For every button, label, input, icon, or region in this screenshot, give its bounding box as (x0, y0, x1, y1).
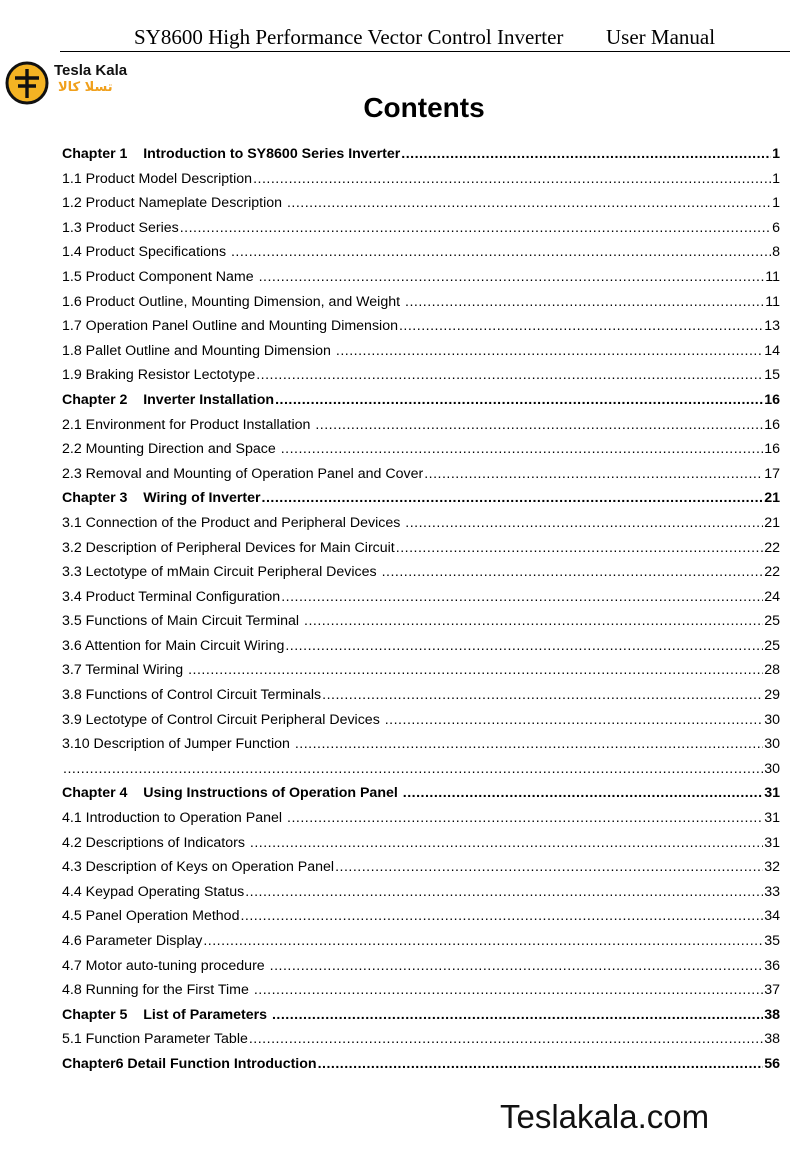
toc-dot-leader (275, 392, 763, 408)
toc-entry[interactable] (62, 933, 780, 958)
toc-entry[interactable] (62, 638, 780, 663)
toc-entry-label: 2.1 Environment for Product Installation (62, 416, 315, 433)
toc-entry-label: 4.6 Parameter Display (62, 933, 203, 949)
toc-entry[interactable] (62, 761, 780, 786)
toc-entry-label: 4.2 Descriptions of Indicators (62, 834, 249, 851)
toc-page-number: 28 (764, 662, 780, 679)
toc-dot-leader (424, 466, 763, 482)
toc-entry[interactable] (62, 318, 780, 343)
toc-chapter-entry[interactable] (62, 490, 780, 515)
toc-dot-leader (385, 712, 763, 728)
logo-arabic-wordmark: تسلا كالا (58, 80, 113, 95)
toc-entry-label: 4.4 Keypad Operating Status (62, 883, 245, 900)
toc-dot-leader (335, 859, 763, 875)
toc-page-number: 30 (764, 760, 780, 777)
toc-dot-leader (399, 318, 763, 334)
toc-entry-label: 4.7 Motor auto-tuning procedure (62, 957, 269, 974)
toc-entry[interactable] (62, 244, 780, 269)
toc-entry-label: 1.2 Product Nameplate Description (62, 195, 286, 212)
toc-chapter-entry[interactable] (62, 1007, 780, 1032)
toc-page-number: 25 (764, 637, 780, 654)
toc-dot-leader (270, 958, 764, 974)
toc-entry[interactable] (62, 589, 780, 614)
toc-dot-leader (403, 785, 763, 801)
toc-entry[interactable] (62, 687, 780, 712)
toc-entry-label: 1.3 Product Series (62, 219, 179, 236)
toc-dot-leader (245, 884, 763, 900)
toc-page-number: 11 (765, 268, 780, 285)
toc-entry-label: 5.1 Function Parameter Table (62, 1031, 248, 1048)
toc-entry-label: 1.9 Braking Resistor Lectotype (62, 367, 256, 384)
toc-dot-leader (249, 1031, 763, 1047)
toc-page-number: 14 (764, 342, 780, 359)
toc-dot-leader (405, 294, 764, 310)
toc-entry-label: 1.1 Product Model Description (62, 170, 253, 187)
toc-entry[interactable] (62, 417, 780, 442)
toc-entry[interactable] (62, 220, 780, 245)
toc-page-number: 13 (764, 318, 780, 335)
toc-entry[interactable] (62, 835, 780, 860)
toc-entry-label: Chapter 5 List of Parameters (62, 1006, 271, 1023)
toc-entry[interactable] (62, 884, 780, 909)
toc-dot-leader (285, 638, 763, 654)
toc-dot-leader (262, 490, 764, 506)
toc-entry-label: 4.5 Panel Operation Method (62, 908, 240, 925)
toc-entry[interactable] (62, 662, 780, 687)
toc-page-number: 11 (765, 293, 780, 310)
toc-page-number: 8 (772, 244, 780, 261)
toc-page-number: 1 (772, 195, 780, 212)
toc-entry[interactable] (62, 540, 780, 565)
toc-entry-label: 3.9 Lectotype of Control Circuit Peripheral Devices (62, 711, 384, 728)
toc-page-number: 29 (764, 687, 780, 704)
toc-dot-leader (256, 367, 763, 383)
toc-entry-label: Chapter 2 Inverter Installation (62, 391, 275, 408)
toc-dot-leader (287, 195, 771, 211)
toc-entry[interactable] (62, 908, 780, 933)
toc-dot-leader (336, 343, 763, 359)
toc-dot-leader (382, 564, 764, 580)
toc-entry-label: 2.2 Mounting Direction and Space (62, 441, 280, 458)
toc-page-number: 15 (764, 367, 780, 384)
logo-wordmark: Tesla Kala (54, 62, 128, 79)
toc-page-number: 35 (764, 933, 780, 949)
toc-dot-leader (188, 662, 763, 678)
toc-page-number: 24 (764, 588, 780, 605)
toc-entry[interactable] (62, 736, 780, 761)
toc-entry[interactable] (62, 564, 780, 589)
header-manual-label: User Manual (606, 25, 716, 49)
toc-entry[interactable] (62, 195, 780, 220)
toc-entry[interactable] (62, 982, 780, 1007)
toc-page-number: 6 (772, 219, 780, 236)
toc-page-number: 36 (764, 957, 780, 974)
toc-entry-label: 3.5 Functions of Main Circuit Terminal (62, 613, 304, 630)
toc-dot-leader (250, 835, 763, 851)
toc-page-number: 25 (764, 613, 780, 630)
toc-entry-label: 1.8 Pallet Outline and Mounting Dimension (62, 342, 335, 359)
header-divider (60, 51, 790, 52)
toc-entry-label: 2.3 Removal and Mounting of Operation Panel and Cover (62, 465, 424, 482)
toc-entry-label: 4.3 Description of Keys on Operation Panel (62, 859, 335, 876)
toc-entry[interactable] (62, 466, 780, 491)
toc-dot-leader (287, 810, 763, 826)
toc-page-number: 38 (764, 1006, 780, 1023)
toc-page-number: 21 (764, 490, 780, 507)
table-of-contents (62, 146, 780, 1081)
toc-entry-label: 3.6 Attention for Main Circuit Wiring (62, 637, 285, 654)
footer-url: Teslakala.com (500, 1098, 710, 1135)
toc-entry-label: 1.6 Product Outline, Mounting Dimension, and Weight (62, 293, 405, 310)
toc-page-number: 16 (764, 416, 780, 433)
toc-dot-leader (405, 515, 763, 531)
toc-dot-leader (203, 933, 763, 949)
toc-dot-leader (240, 908, 763, 924)
toc-entry-label: 4.1 Introduction to Operation Panel (62, 810, 286, 827)
toc-page-number: 33 (764, 883, 780, 900)
toc-page-number: 34 (764, 908, 780, 925)
toc-dot-leader (259, 269, 765, 285)
toc-page-number: 31 (764, 810, 780, 827)
toc-entry-label: 3.10 Description of Jumper Function (62, 736, 294, 753)
toc-entry[interactable] (62, 343, 780, 368)
toc-chapter-entry[interactable] (62, 146, 780, 171)
toc-dot-leader (253, 171, 771, 187)
toc-dot-leader (180, 220, 771, 236)
toc-dot-leader (272, 1007, 763, 1023)
toc-chapter-entry[interactable] (62, 392, 780, 417)
toc-entry-label: 1.7 Operation Panel Outline and Mounting Dimension (62, 318, 398, 335)
toc-page-number: 37 (764, 982, 780, 999)
toc-entry-label: 3.8 Functions of Control Circuit Terminals (62, 687, 322, 704)
toc-page-number: 30 (764, 736, 780, 753)
toc-page-number: 56 (764, 1055, 780, 1072)
page-title: Contents (363, 92, 485, 123)
toc-entry-label: 3.7 Terminal Wiring (62, 662, 188, 679)
toc-page-number: 30 (764, 711, 780, 728)
toc-dot-leader (281, 441, 764, 457)
toc-page-number: 31 (764, 834, 780, 851)
toc-dot-leader (254, 982, 763, 998)
toc-entry[interactable] (62, 441, 780, 466)
toc-dot-leader (304, 613, 763, 629)
toc-entry[interactable] (62, 1031, 780, 1056)
header-title: SY8600 High Performance Vector Control Inverter (134, 25, 564, 49)
toc-entry[interactable] (62, 171, 780, 196)
toc-entry[interactable] (62, 810, 780, 835)
toc-page-number: 22 (764, 564, 780, 581)
toc-entry-label: 3.2 Description of Peripheral Devices for Main Circuit (62, 539, 395, 556)
toc-dot-leader (231, 244, 771, 260)
toc-dot-leader (318, 1056, 764, 1072)
toc-page-number: 16 (764, 441, 780, 458)
toc-entry-label: 3.1 Connection of the Product and Peripheral Devices (62, 514, 405, 531)
toc-entry-label: 4.8 Running for the First Time (62, 982, 253, 999)
toc-entry[interactable] (62, 613, 780, 638)
toc-entry[interactable] (62, 515, 780, 540)
toc-page-number: 1 (772, 146, 780, 162)
toc-page-number: 1 (772, 170, 780, 187)
toc-chapter-entry[interactable] (62, 785, 780, 810)
toc-entry[interactable] (62, 712, 780, 737)
toc-dot-leader (281, 589, 763, 605)
toc-page-number: 31 (764, 785, 780, 802)
toc-dot-leader (63, 761, 763, 777)
toc-entry[interactable] (62, 367, 780, 392)
toc-entry-label: 1.5 Product Component Name (62, 268, 258, 285)
toc-page-number: 32 (764, 859, 780, 876)
toc-entry[interactable] (62, 294, 780, 319)
toc-entry-label: Chapter 1 Introduction to SY8600 Series Inverter (62, 146, 401, 162)
toc-entry[interactable] (62, 269, 780, 294)
toc-entry-label: 3.4 Product Terminal Configuration (62, 588, 281, 605)
toc-entry-label: Chapter6 Detail Function Introduction (62, 1055, 317, 1072)
toc-entry[interactable] (62, 958, 780, 983)
toc-page-number: 16 (764, 391, 780, 408)
toc-dot-leader (322, 687, 763, 703)
toc-page-number: 38 (764, 1031, 780, 1048)
toc-dot-leader (295, 736, 763, 752)
toc-entry[interactable] (62, 859, 780, 884)
toc-entry-label: Chapter 3 Wiring of Inverter (62, 490, 261, 507)
toc-dot-leader (401, 146, 771, 162)
toc-entry-label: 1.4 Product Specifications (62, 244, 230, 261)
toc-page-number: 22 (764, 539, 780, 556)
toc-dot-leader (396, 540, 763, 556)
toc-chapter-entry[interactable] (62, 1056, 780, 1081)
toc-page-number: 17 (764, 465, 780, 482)
toc-entry-label: 3.3 Lectotype of mMain Circuit Peripheral Devices (62, 564, 381, 581)
toc-dot-leader (315, 417, 763, 433)
toc-page-number: 21 (764, 514, 780, 531)
toc-entry-label: Chapter 4 Using Instructions of Operation Panel (62, 785, 402, 802)
